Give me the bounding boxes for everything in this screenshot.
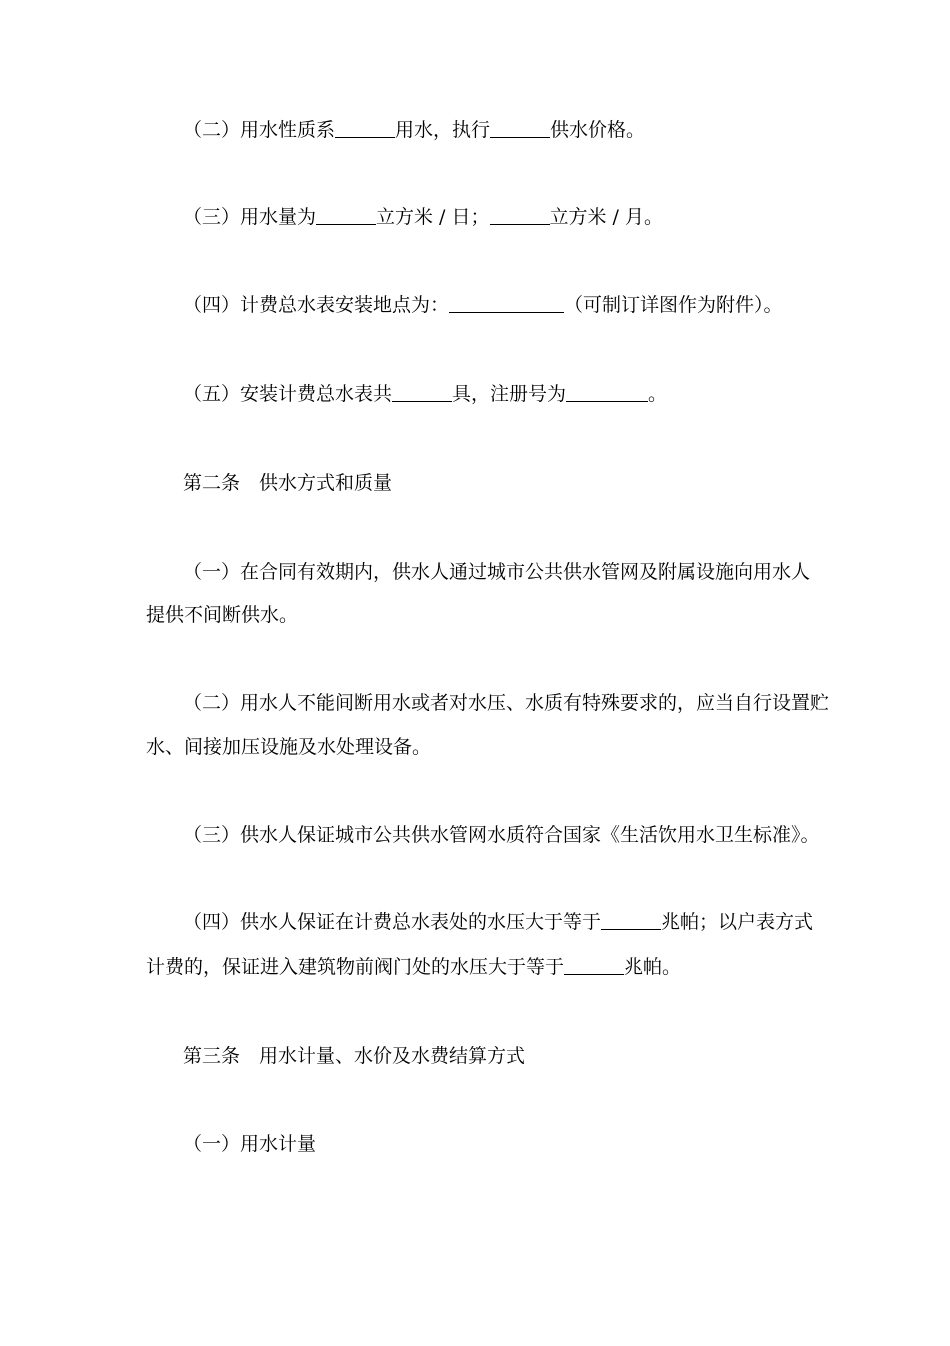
fill-blank [449,294,564,313]
text-segment: 计费的，保证进入建筑物前阀门处的水压大于等于 [146,956,565,978]
fill-blank [335,119,395,138]
item-water-nature [183,118,645,142]
text-segment: （三）用水量为 [183,206,317,228]
text-segment: （可制订详图作为附件）。 [564,294,783,316]
text-segment: （四）供水人保证在计费总水表处的水压大于等于 [183,911,602,933]
fill-blank [392,383,452,402]
art2-para2-line2: 水、间接加压设施及水处理设备。 [146,736,432,758]
fill-blank [316,206,376,225]
art2-para1-line2: 提供不间断供水。 [146,604,299,626]
text-segment: 具，注册号为 [452,383,567,405]
text-segment: 兆帕。 [624,956,682,978]
art2-para4-line2 [146,955,681,979]
art2-para2-line1: （二）用水人不能间断用水或者对水压、水质有特殊要求的，应当自行设置贮 [183,692,830,714]
text-segment: （五）安装计费总水表共 [183,383,393,405]
item-water-volume [183,205,663,229]
article-2-heading: 第二条 供水方式和质量 [183,472,393,494]
item-meter-location [183,293,783,317]
text-segment: 立方米 / 日； [376,206,490,228]
item-meter-count [183,382,667,406]
text-segment: （二）用水性质系 [183,119,336,141]
text-segment: 用水，执行 [395,119,491,141]
art2-para1-line1: （一）在合同有效期内，供水人通过城市公共供水管网及附属设施向用水人 [183,561,811,583]
art3-item1: （一）用水计量 [183,1133,317,1155]
fill-blank [601,911,661,930]
art2-para4-line1 [183,910,813,934]
article-3-heading: 第三条 用水计量、水价及水费结算方式 [183,1045,526,1067]
text-segment: 。 [648,383,668,405]
fill-blank [490,206,550,225]
text-segment: 兆帕；以户表方式 [661,911,814,933]
art2-para3: （三）供水人保证城市公共供水管网水质符合国家《生活饮用水卫生标准》。 [183,824,820,846]
text-segment: （四）计费总水表安装地点为： [183,294,450,316]
text-segment: 供水价格。 [550,119,646,141]
text-segment: 立方米 / 月。 [549,206,663,228]
fill-blank [564,956,624,975]
fill-blank [490,119,550,138]
fill-blank [566,383,648,402]
